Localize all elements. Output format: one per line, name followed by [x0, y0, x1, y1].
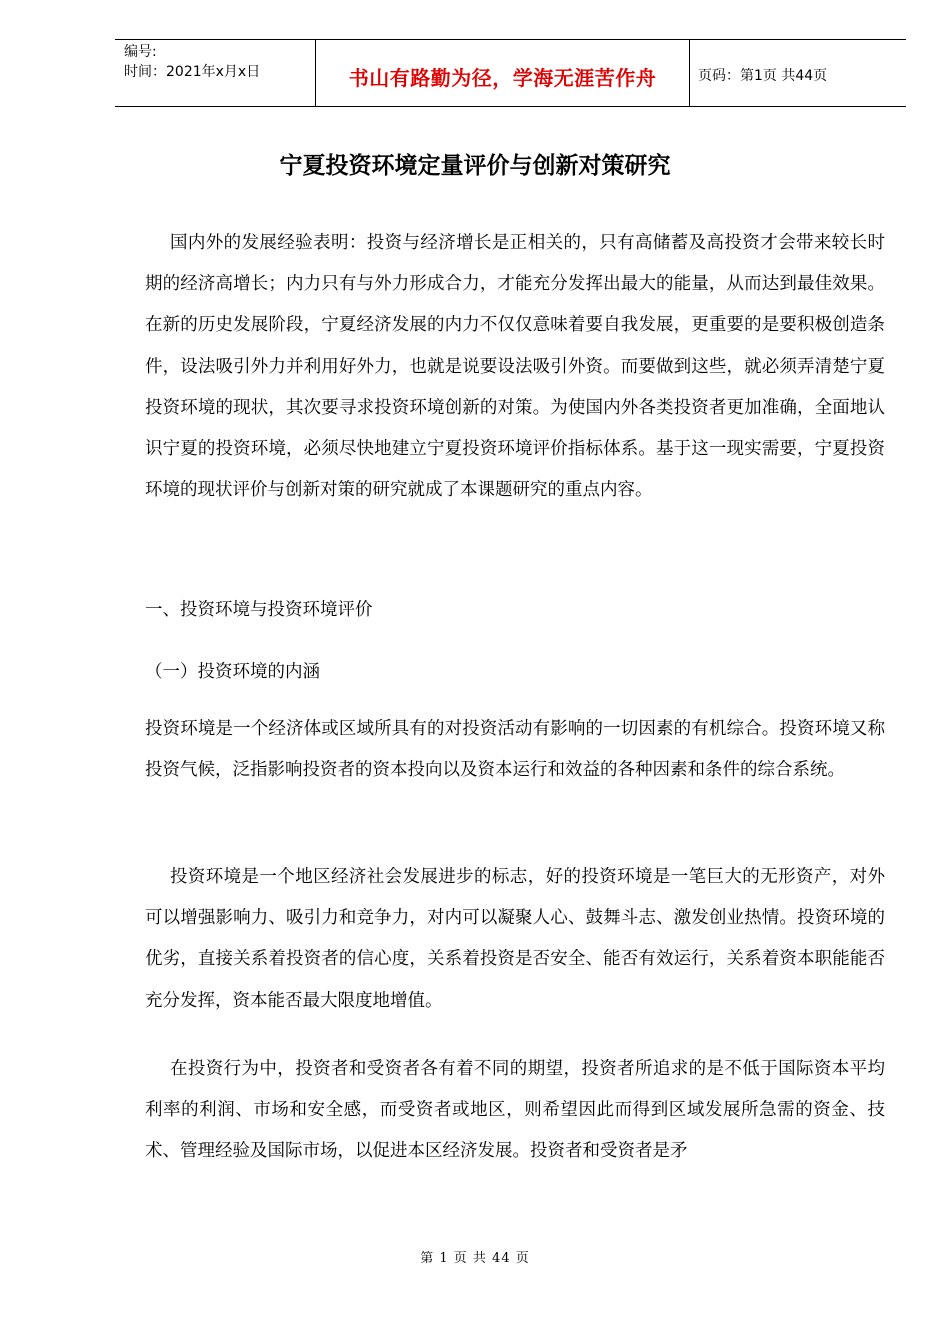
subsection-heading: （一）投资环境的内涵: [145, 662, 320, 682]
header-meta-cell: [115, 40, 316, 106]
section-heading: 一、投资环境与投资环境评价: [145, 600, 373, 620]
document-title: 宁夏投资环境定量评价与创新对策研究: [279, 153, 671, 179]
body-paragraph: 在投资行为中，投资者和受资者各有着不同的期望，投资者所追求的是不低于国际资本平均利率的利润、市场和安全感，而受资者或地区，则希望因此而得到区域发展所急需的资金、技术、管理经验及国际市场，以促进本区经济发展。投资者和受资者是矛: [145, 1059, 885, 1162]
body-paragraph: 投资环境是一个经济体或区域所具有的对投资活动有影响的一切因素的有机综合。投资环境又称投资气候，泛指影响投资者的资本投向以及资本运行和效益的各种因素和条件的综合系统。: [145, 719, 885, 781]
body-paragraph: 国内外的发展经验表明：投资与经济增长是正相关的，只有高储蓄及高投资才会带来较长时期的经济高增长；内力只有与外力形成合力，才能充分发挥出最大的能量，从而达到最佳效果。在新的历史发展阶段，宁夏经济发展的内力不仅仅意味着要自我发展，更重要的是要积极创造条件，设法吸引外力并利用好外力，也就是说要设法吸引外资。而要做到这些，就必须弄清楚宁夏投资环境的现状，其次要寻求投资环境创新的对策。为使国内外各类投资者更加准确，全面地认识宁夏的投资环境，必须尽快地建立宁夏投资环境评价指标体系。基于这一现实需要，宁夏投资环境的现状评价与创新对策的研究就成了本课题研究的重点内容。: [145, 233, 885, 501]
body-paragraph: 投资环境是一个地区经济社会发展进步的标志，好的投资环境是一笔巨大的无形资产，对外可以增强影响力、吸引力和竞争力，对内可以凝聚人心、鼓舞斗志、激发创业热情。投资环境的优劣，直接关系着投资者的信心度，关系着投资是否安全、能否有效运行，关系着资本职能能否充分发挥，资本能否最大限度地增值。: [145, 867, 885, 1011]
header-page-info: 页码：第1页 共44页: [698, 68, 828, 84]
header-page-cell: [690, 40, 906, 106]
header-motto-cell: [316, 40, 690, 106]
document-header: [115, 39, 906, 107]
header-motto: 书山有路勤为径，学海无涯苦作舟: [348, 66, 657, 90]
date-line: 时间：2021年x月x日: [124, 64, 261, 80]
page-footer: 第 1 页 共 44 页: [420, 1251, 530, 1266]
code-label: 编号:: [124, 44, 157, 60]
